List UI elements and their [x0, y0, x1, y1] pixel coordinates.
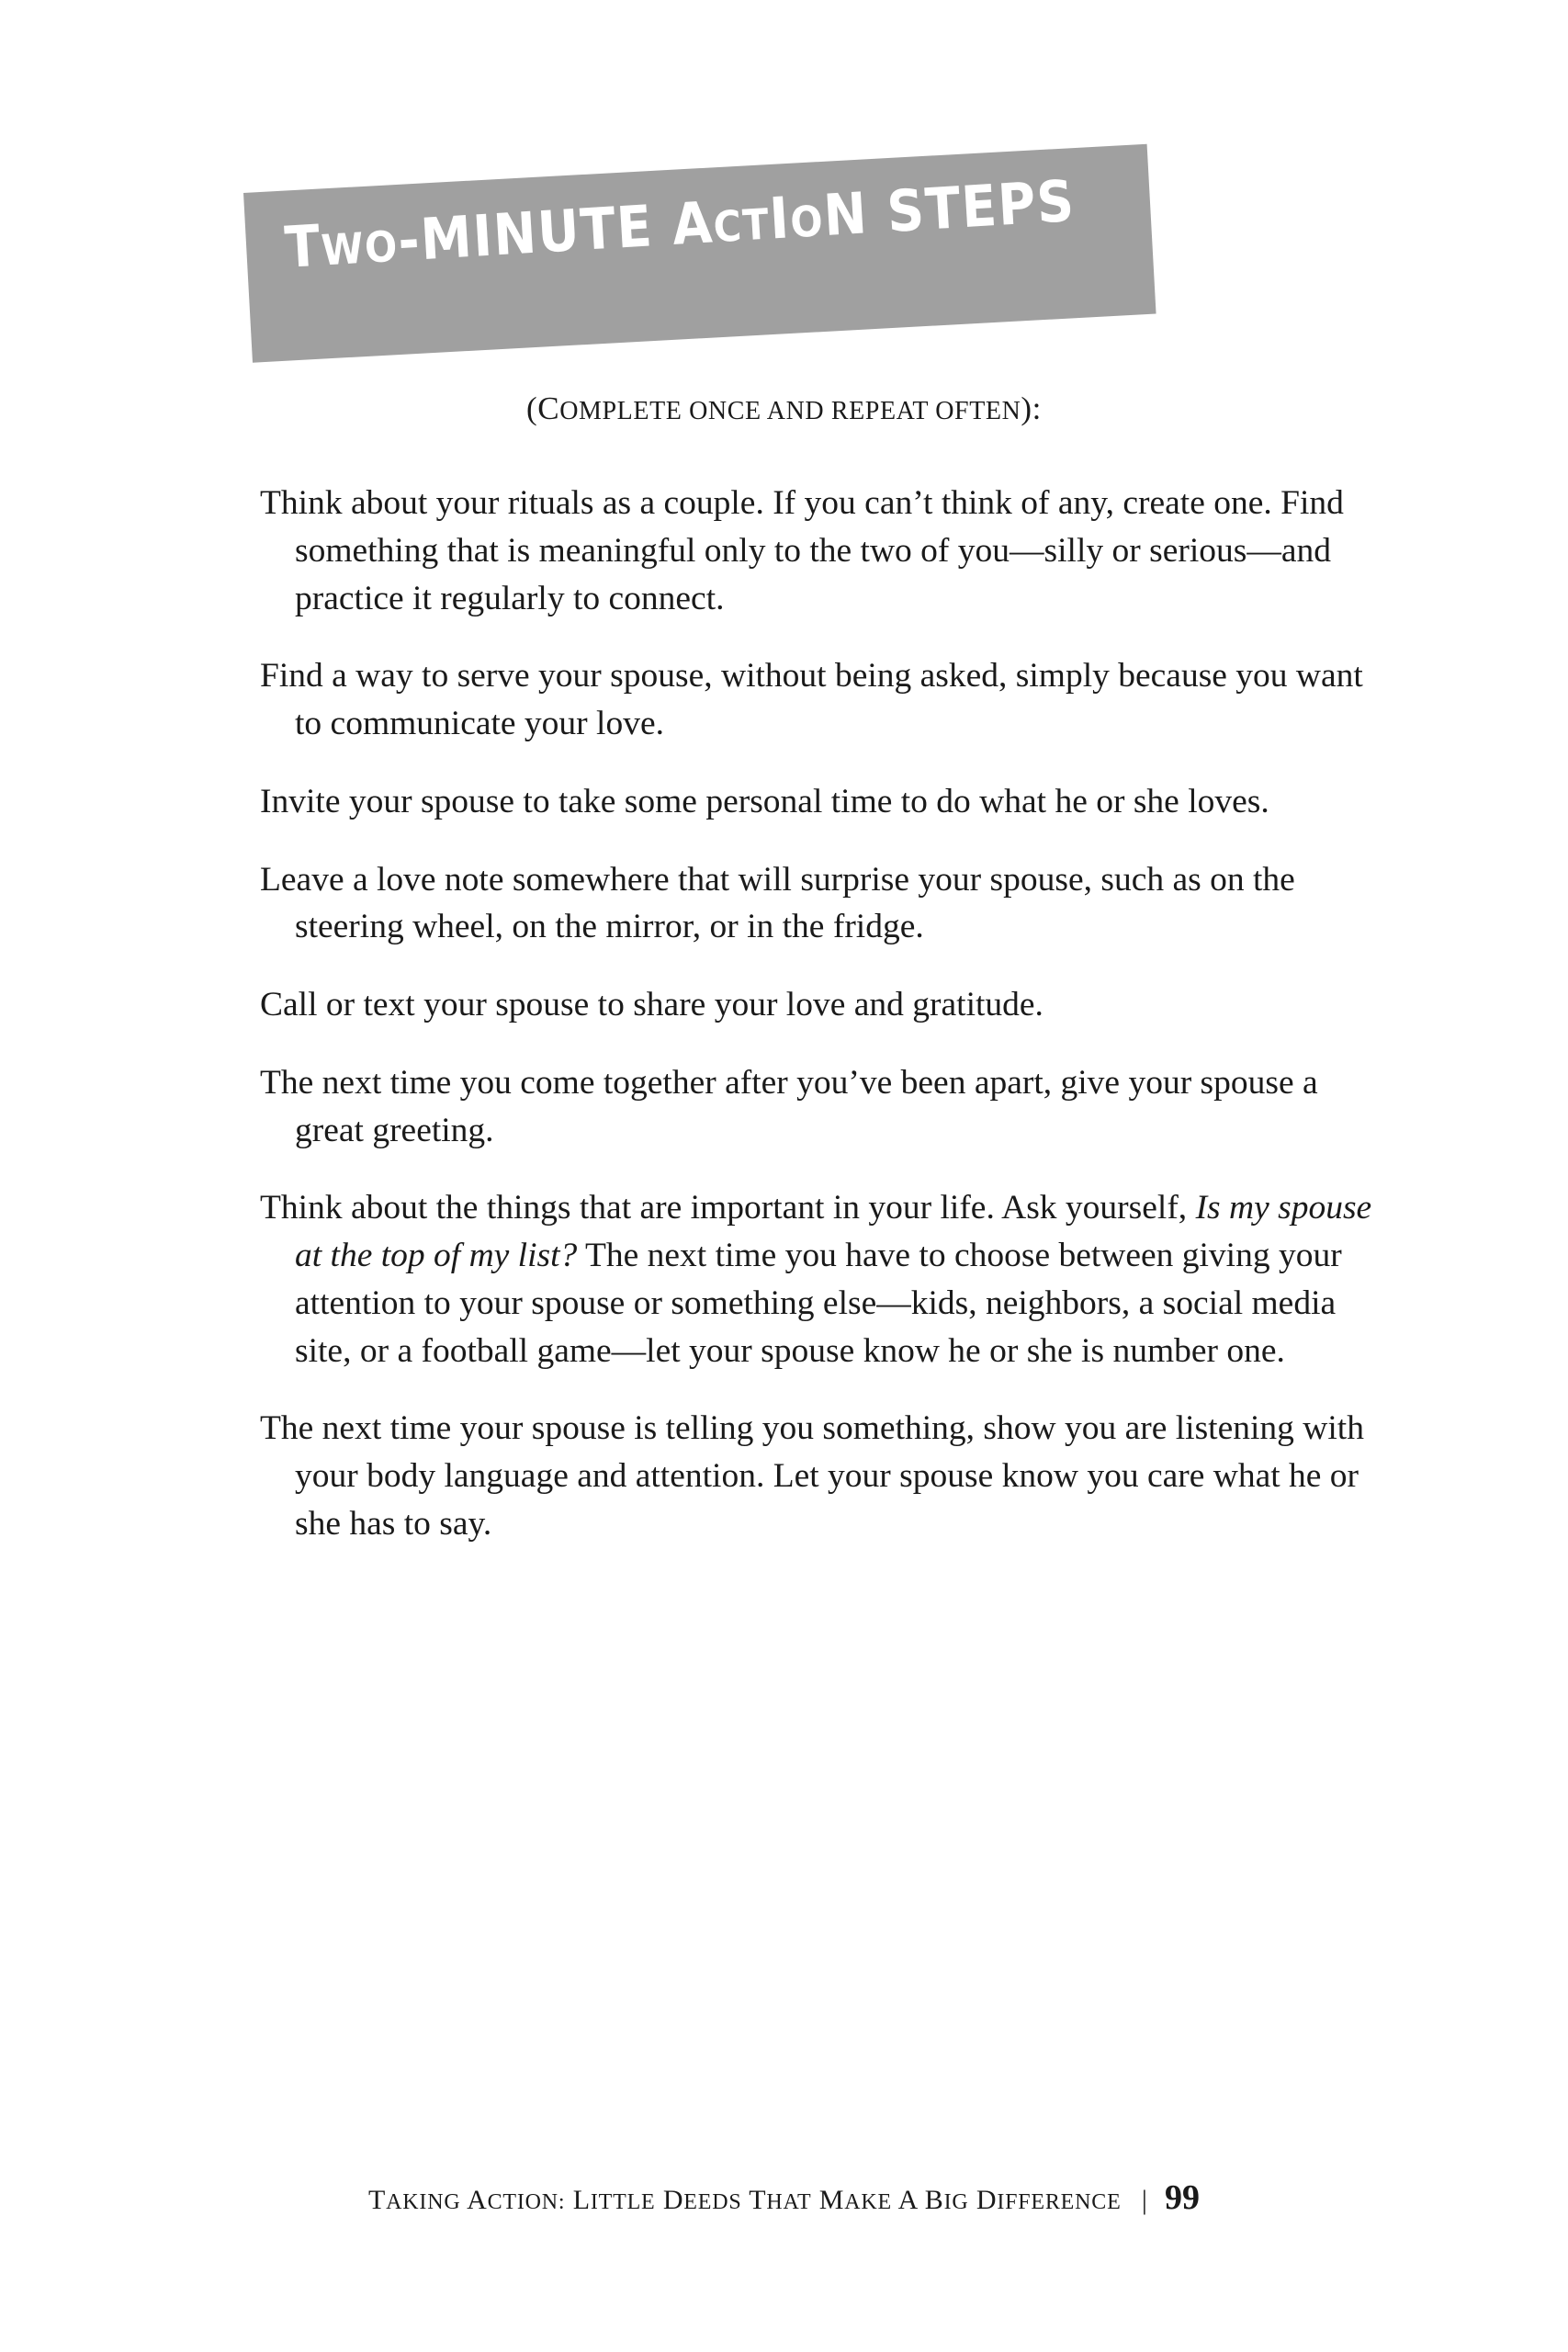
action-step: Think about your rituals as a couple. If you can’t think of any, create one. Find something that is meaningful only to the two of you—silly or serious—and practice it regularly to connect. — [260, 484, 1344, 617]
action-step: The next time your spouse is telling you something, show you are listening with your body language and attention. Let your spouse know you care what he or she has to say. — [260, 1409, 1364, 1543]
action-step-with-italic: Think about the things that are important in your life. Ask yourself, Is my spouse at the top of my list? The next time you have to choose between giving your attention to your spouse or something else—kids, neighbors, a social media site, or a football game—let your spouse know he or she is number one. — [260, 1189, 1372, 1370]
italic-question: Is my spouse at the top of my list? — [295, 1189, 1372, 1274]
action-step: Call or text your spouse to share your love and gratitude. — [260, 986, 1043, 1023]
page-number: 99 — [1164, 2178, 1200, 2217]
action-steps-list — [260, 480, 1385, 1578]
section-subtitle: (COMPLETE ONCE AND REPEAT OFTEN): — [525, 390, 1043, 426]
section-heading-banner — [230, 166, 1157, 400]
action-step: Find a way to serve your spouse, without being asked, simply because you want to communicate your love. — [260, 657, 1363, 742]
footer-separator: | — [1141, 2185, 1148, 2215]
action-step: The next time you come together after you’ve been apart, give your spouse a great greeting. — [260, 1063, 1318, 1149]
page-footer — [0, 2177, 1568, 2218]
running-head: TAKING ACTION: LITTLE DEEDS THAT MAKE A BIG DIFFERENCE — [368, 2185, 1122, 2215]
action-step: Leave a love note somewhere that will surprise your spouse, such as on the steering wheel, on the mirror, or in the fridge. — [260, 860, 1295, 946]
banner-title: TWO-MINUTE ACTION STEPS — [283, 166, 1077, 281]
action-step: Invite your spouse to take some personal time to do what he or she loves. — [260, 782, 1269, 820]
